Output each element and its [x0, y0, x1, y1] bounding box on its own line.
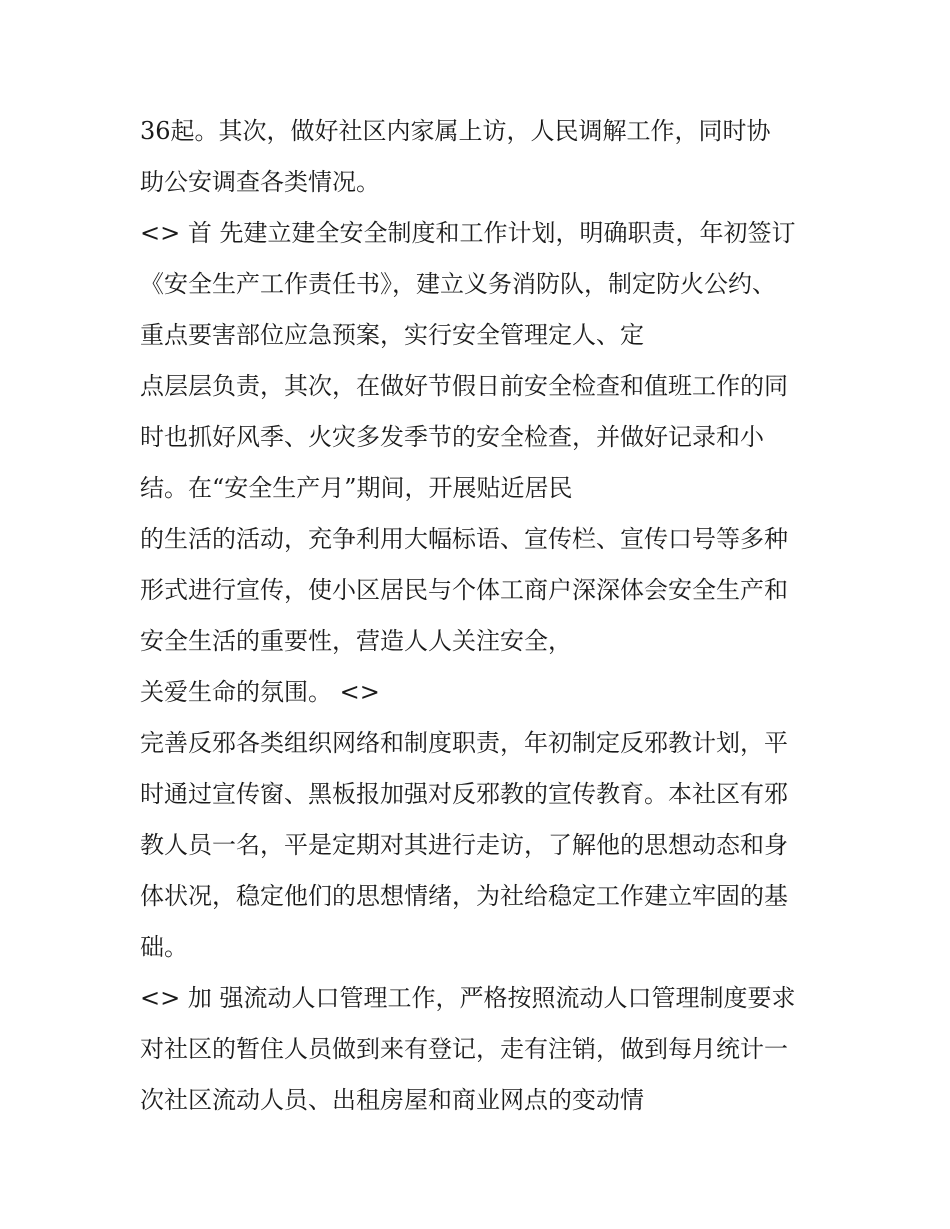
body-text [140, 106, 840, 1126]
text-line: 完善反邪各类组织网络和制度职责，年初制定反邪教计划，平 [140, 729, 788, 757]
text-line: 次社区流动人员、出租房屋和商业网点的变动情 [140, 1086, 644, 1114]
text-line: 点层层负责，其次，在做好节假日前安全检查和值班工作的同 [140, 372, 788, 400]
text-line: <> 加 强流动人口管理工作，严格按照流动人口管理制度要求 [140, 984, 796, 1012]
text-line: <> 首 先建立建全安全制度和工作计划，明确职责，年初签订 [140, 219, 796, 247]
text-line: 形式进行宣传，使小区居民与个体工商户深深体会安全生产和 [140, 576, 788, 604]
text-line: 时也抓好风季、火灾多发季节的安全检查，并做好记录和小 [140, 423, 764, 451]
text-line: 助公安调查各类情况。 [140, 168, 380, 196]
text-line: 《安全生产工作责任书》，建立义务消防队，制定防火公约、 [140, 270, 776, 298]
text-line: 关爱生命的氛围。 <> [140, 678, 380, 706]
text-line: 础。 [140, 933, 188, 961]
text-line: 对社区的暂住人员做到来有登记，走有注销，做到每月统计一 [140, 1035, 788, 1063]
text-line: 36起。其次，做好社区内家属上访，人民调解工作，同时协 [140, 117, 771, 145]
text-line: 安全生活的重要性，营造人人关注安全， [140, 627, 572, 655]
text-line: 体状况，稳定他们的思想情绪，为社给稳定工作建立牢固的基 [140, 882, 788, 910]
text-line: 时通过宣传窗、黑板报加强对反邪教的宣传教育。本社区有邪 [140, 780, 788, 808]
text-line: 结。在“安全生产月”期间，开展贴近居民 [140, 474, 573, 502]
text-line: 教人员一名，平是定期对其进行走访，了解他的思想动态和身 [140, 831, 788, 859]
text-line: 重点要害部位应急预案，实行安全管理定人、定 [140, 321, 644, 349]
text-line: 的生活的活动，充争利用大幅标语、宣传栏、宣传口号等多种 [140, 525, 788, 553]
